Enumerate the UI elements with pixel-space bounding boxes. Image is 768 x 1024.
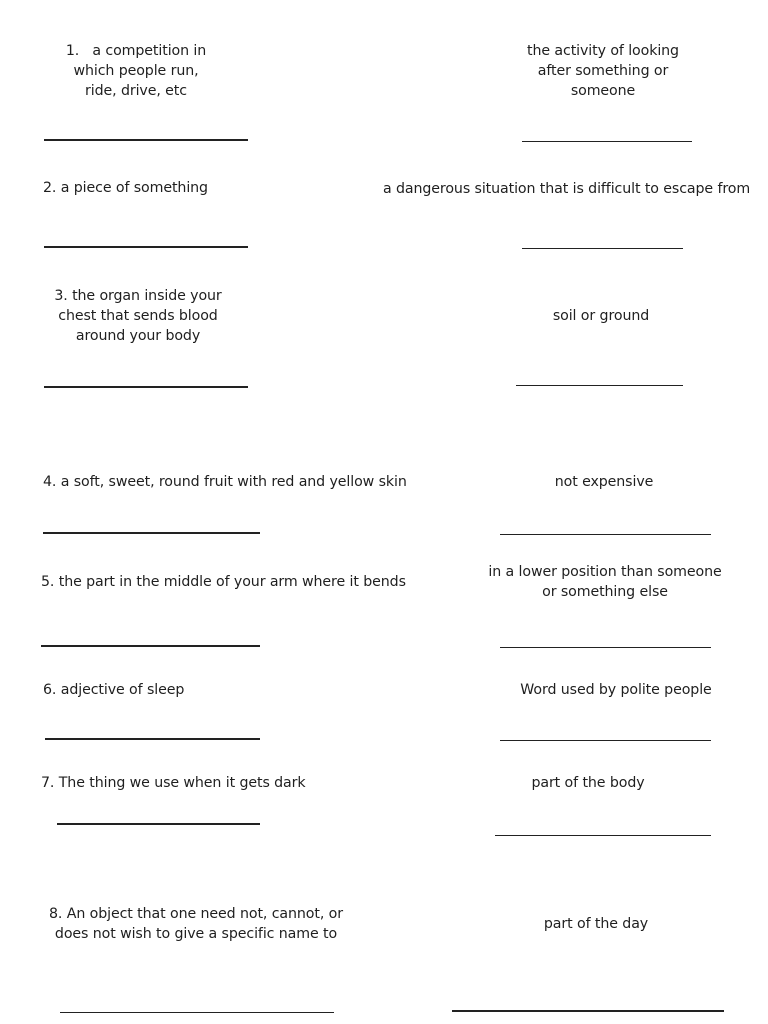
left-clue-3: 3. the organ inside your chest that sends blood around your body [54, 288, 222, 344]
right-answer-line-4[interactable] [500, 534, 711, 535]
left-clue-6: 6. adjective of sleep [43, 682, 185, 698]
right-answer-line-3[interactable] [516, 385, 683, 386]
left-clue-5: 5. the part in the middle of your arm where it bends [41, 574, 406, 590]
right-clue-6: Word used by polite people [520, 682, 712, 698]
right-clue-3: soil or ground [552, 308, 650, 324]
left-answer-line-3[interactable] [44, 386, 248, 388]
right-clue-2: a dangerous situation that is difficult to escape from [383, 181, 751, 197]
left-clue-2: 2. a piece of something [43, 180, 208, 196]
left-answer-line-1[interactable] [44, 139, 248, 141]
left-clue-7: 7. The thing we use when it gets dark [41, 775, 306, 791]
right-clue-4: not expensive [554, 474, 654, 490]
right-answer-line-2[interactable] [522, 248, 683, 249]
right-answer-line-5[interactable] [500, 647, 711, 648]
left-answer-line-2[interactable] [44, 246, 248, 248]
left-answer-line-8[interactable] [60, 1012, 334, 1013]
right-clue-7: part of the body [531, 775, 645, 791]
right-clue-8: part of the day [543, 916, 649, 932]
left-clue-8: 8. An object that one need not, cannot, or does not wish to give a specific name to [49, 906, 343, 942]
left-clue-4: 4. a soft, sweet, round fruit with red and yellow skin [43, 474, 407, 490]
left-answer-line-4[interactable] [43, 532, 260, 534]
left-answer-line-7[interactable] [57, 823, 260, 825]
left-clue-1: 1. a competition in which people run, ride, drive, etc [65, 43, 207, 99]
left-answer-line-5[interactable] [41, 645, 260, 647]
right-answer-line-8[interactable] [452, 1010, 724, 1012]
left-answer-line-6[interactable] [45, 738, 260, 740]
right-clue-1: the activity of looking after something or someone [527, 43, 679, 99]
right-answer-line-7[interactable] [495, 835, 711, 836]
right-answer-line-1[interactable] [522, 141, 692, 142]
right-clue-5: in a lower position than someone or something else [488, 564, 722, 600]
right-answer-line-6[interactable] [500, 740, 711, 741]
